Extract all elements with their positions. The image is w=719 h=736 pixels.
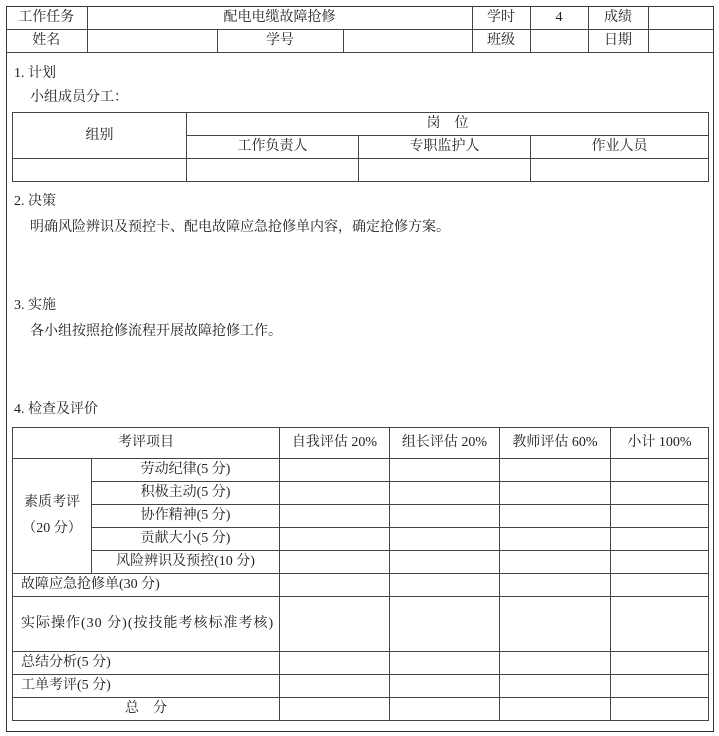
score-cell[interactable] bbox=[611, 528, 709, 551]
score-cell[interactable] bbox=[500, 459, 611, 482]
class-label: 班级 bbox=[472, 30, 530, 53]
score-cell[interactable] bbox=[500, 675, 611, 698]
total-label: 总 分 bbox=[13, 698, 280, 721]
quality-item: 积极主动(5 分) bbox=[92, 482, 280, 505]
eval-item: 故障应急抢修单(30 分) bbox=[13, 574, 280, 597]
score-cell[interactable] bbox=[500, 597, 611, 652]
implement-text: 各小组按照抢修流程开展故障抢修工作。 bbox=[30, 324, 282, 339]
group-header: 组别 bbox=[13, 113, 187, 159]
col-item: 考评项目 bbox=[13, 428, 280, 459]
score-cell[interactable] bbox=[280, 528, 390, 551]
id-field[interactable] bbox=[343, 30, 472, 53]
score-cell[interactable] bbox=[280, 505, 390, 528]
post-supervisor: 专职监护人 bbox=[359, 136, 531, 159]
col-leader: 组长评估 20% bbox=[390, 428, 500, 459]
date-field[interactable] bbox=[648, 30, 714, 53]
quality-item: 风险辨识及预控(10 分) bbox=[92, 551, 280, 574]
score-cell[interactable] bbox=[500, 551, 611, 574]
date-label: 日期 bbox=[588, 30, 648, 53]
plan-title: 1. 计划 bbox=[14, 66, 56, 81]
name-label: 姓名 bbox=[6, 30, 87, 53]
id-label: 学号 bbox=[217, 30, 343, 53]
score-cell[interactable] bbox=[280, 574, 390, 597]
score-cell[interactable] bbox=[500, 574, 611, 597]
score-cell[interactable] bbox=[611, 574, 709, 597]
score-cell[interactable] bbox=[390, 459, 500, 482]
eval-item: 总结分析(5 分) bbox=[13, 652, 280, 675]
score-cell[interactable] bbox=[390, 652, 500, 675]
class-field[interactable] bbox=[530, 30, 588, 53]
eval-item: 工单考评(5 分) bbox=[13, 675, 280, 698]
score-cell[interactable] bbox=[390, 551, 500, 574]
post-leader: 工作负责人 bbox=[187, 136, 359, 159]
group-table bbox=[12, 112, 709, 182]
score-cell[interactable] bbox=[280, 551, 390, 574]
score-cell[interactable] bbox=[390, 574, 500, 597]
score-cell[interactable] bbox=[280, 459, 390, 482]
implement-title: 3. 实施 bbox=[14, 298, 56, 313]
header-table bbox=[6, 6, 714, 53]
score-cell[interactable] bbox=[500, 652, 611, 675]
score-cell[interactable] bbox=[500, 505, 611, 528]
group-field[interactable] bbox=[13, 159, 187, 182]
decision-text: 明确风险辨识及预控卡、配电故障应急抢修单内容，确定抢修方案。 bbox=[30, 220, 450, 235]
col-self: 自我评估 20% bbox=[280, 428, 390, 459]
decision-title: 2. 决策 bbox=[14, 194, 56, 209]
evaluation-title: 4. 检查及评价 bbox=[14, 402, 98, 417]
score-cell[interactable] bbox=[280, 482, 390, 505]
score-cell[interactable] bbox=[390, 675, 500, 698]
total-cell[interactable] bbox=[611, 698, 709, 721]
score-cell[interactable] bbox=[611, 482, 709, 505]
score-cell[interactable] bbox=[611, 652, 709, 675]
score-cell[interactable] bbox=[611, 597, 709, 652]
score-label: 成绩 bbox=[588, 7, 648, 30]
score-cell[interactable] bbox=[390, 597, 500, 652]
col-teacher: 教师评估 60% bbox=[500, 428, 611, 459]
score-cell[interactable] bbox=[280, 675, 390, 698]
task-value: 配电电缆故障抢修 bbox=[87, 7, 472, 30]
score-cell[interactable] bbox=[280, 597, 390, 652]
hours-value: 4 bbox=[530, 7, 588, 30]
quality-item: 贡献大小(5 分) bbox=[92, 528, 280, 551]
post-worker: 作业人员 bbox=[531, 136, 709, 159]
score-cell[interactable] bbox=[611, 551, 709, 574]
score-cell[interactable] bbox=[390, 482, 500, 505]
post-header: 岗 位 bbox=[187, 113, 709, 136]
leader-field[interactable] bbox=[187, 159, 359, 182]
score-cell[interactable] bbox=[611, 505, 709, 528]
score-cell[interactable] bbox=[500, 482, 611, 505]
score-cell[interactable] bbox=[390, 505, 500, 528]
score-cell[interactable] bbox=[500, 528, 611, 551]
quality-group: 素质考评（20 分） bbox=[13, 459, 92, 574]
score-cell[interactable] bbox=[280, 652, 390, 675]
eval-item: 实际操作(30 分)(按技能考核标准考核) bbox=[13, 597, 280, 652]
plan-subtitle: 小组成员分工： bbox=[30, 90, 128, 105]
score-field[interactable] bbox=[648, 7, 714, 30]
name-field[interactable] bbox=[87, 30, 217, 53]
quality-item: 劳动纪律(5 分) bbox=[92, 459, 280, 482]
score-cell[interactable] bbox=[611, 675, 709, 698]
supervisor-field[interactable] bbox=[359, 159, 531, 182]
task-label: 工作任务 bbox=[6, 7, 87, 30]
worker-field[interactable] bbox=[531, 159, 709, 182]
total-cell[interactable] bbox=[500, 698, 611, 721]
quality-item: 协作精神(5 分) bbox=[92, 505, 280, 528]
total-cell[interactable] bbox=[280, 698, 390, 721]
hours-label: 学时 bbox=[472, 7, 530, 30]
col-subtotal: 小计 100% bbox=[611, 428, 709, 459]
total-cell[interactable] bbox=[390, 698, 500, 721]
score-cell[interactable] bbox=[390, 528, 500, 551]
score-cell[interactable] bbox=[611, 459, 709, 482]
evaluation-table bbox=[12, 427, 709, 721]
